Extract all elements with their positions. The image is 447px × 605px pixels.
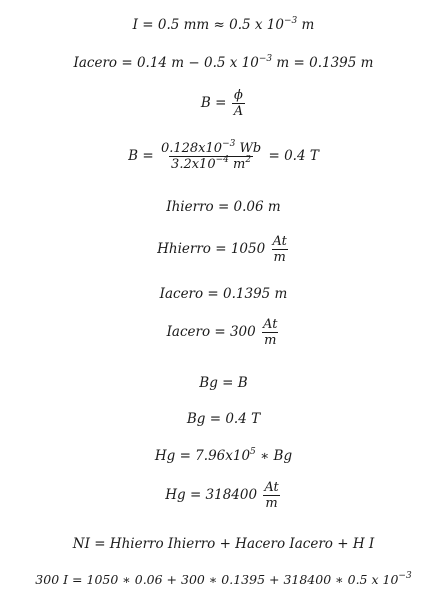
equation-gap-flux-density	[0, 375, 447, 391]
eq3-denominator: A	[233, 104, 244, 119]
eq1-text: I = 0.5 mm ≈ 0.5 x 10	[132, 17, 284, 33]
equation-gap-length	[0, 17, 447, 33]
eq1-tail: m	[297, 17, 315, 33]
eq2-exp: −3	[258, 54, 273, 64]
eq4-fraction	[159, 141, 263, 172]
equation-gap-field-formula	[0, 448, 447, 464]
eq4-den-exp2: 2	[245, 155, 252, 165]
equation-ampere-law	[0, 536, 447, 552]
equation-ampere-law-substituted	[0, 572, 447, 587]
eq6-numerator: At	[272, 234, 287, 249]
equation-iron-field-intensity	[0, 234, 447, 265]
equation-iron-length	[0, 199, 447, 215]
eq6-denominator: m	[273, 250, 286, 265]
eq11-text: Hg = 7.96x10	[154, 448, 251, 464]
eq8-denominator: m	[264, 333, 277, 348]
eq5-text: Ihierro = 0.06 m	[166, 199, 281, 215]
eq1-exp: −3	[283, 16, 298, 26]
equation-gap-field-value	[0, 480, 447, 511]
eq2-text: Iacero = 0.14 m − 0.5 x 10	[73, 55, 259, 71]
eq10-text: Bg = 0.4 T	[186, 411, 261, 427]
eq4-den-b: m	[228, 157, 246, 172]
eq11-exp: 5	[250, 447, 256, 457]
equation-steel-field-intensity	[0, 317, 447, 348]
eq4-den-exp: −4	[215, 155, 229, 165]
eq14-exp: −3	[398, 571, 412, 581]
eq7-text: Iacero = 0.1395 m	[159, 286, 288, 302]
equation-gap-flux-density-value	[0, 411, 447, 427]
eq4-num-a: 0.128x10	[160, 141, 223, 156]
eq6-lhs: Hhierro = 1050	[157, 241, 266, 257]
eq14-text: 300 I = 1050 ∗ 0.06 + 300 ∗ 0.1395 + 318400 ∗ 0.5 x 10	[35, 572, 399, 587]
equation-flux-density-definition	[0, 88, 447, 119]
eq4-numerator	[159, 141, 263, 156]
eq4-lhs: B =	[128, 148, 154, 164]
equation-steel-length	[0, 55, 447, 71]
eq9-text: Bg = B	[199, 375, 248, 391]
eq12-fraction	[262, 480, 280, 511]
eq13-text: NI = Hhierro Ihierro + Hacero Iacero + H I	[72, 536, 375, 552]
eq8-numerator: At	[263, 317, 278, 332]
eq3-fraction	[232, 88, 245, 119]
eq11-tail: ∗ Bg	[255, 448, 293, 464]
eq12-denominator: m	[265, 496, 278, 511]
eq8-fraction	[261, 317, 279, 348]
eq4-num-exp: −3	[222, 139, 236, 149]
eq12-lhs: Hg = 318400	[165, 487, 258, 503]
eq2-tail: m = 0.1395 m	[272, 55, 374, 71]
equation-steel-length-2	[0, 286, 447, 302]
eq3-lhs: B =	[200, 95, 227, 111]
eq6-fraction	[270, 234, 288, 265]
eq4-rhs: = 0.4 T	[268, 148, 319, 164]
equation-flux-density-value	[0, 141, 447, 172]
eq4-num-b: Wb	[235, 141, 262, 156]
eq12-numerator: At	[264, 480, 279, 495]
eq4-den-a: 3.2x10	[171, 157, 216, 172]
eq4-denominator	[169, 156, 253, 172]
eq8-lhs: Iacero = 300	[166, 324, 256, 340]
eq3-numerator: ϕ	[233, 88, 243, 103]
